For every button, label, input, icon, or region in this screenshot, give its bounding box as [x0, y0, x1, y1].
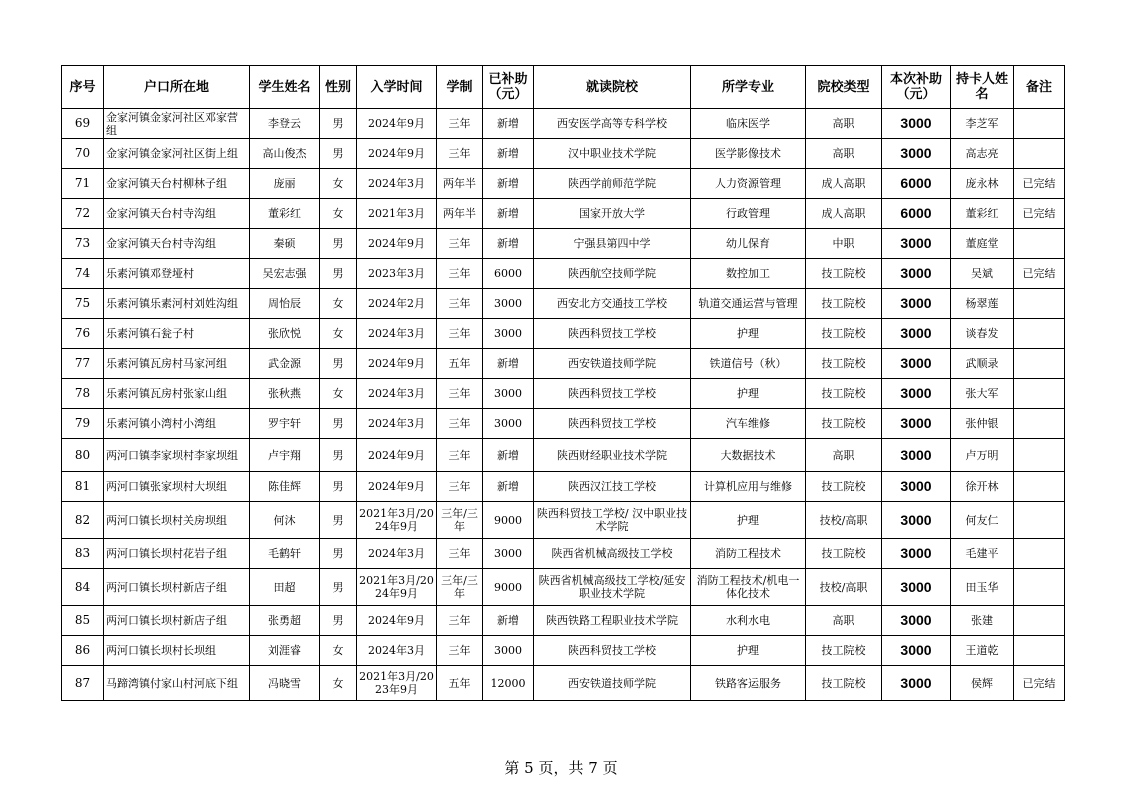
cell-major: 汽车维修 — [691, 409, 806, 439]
cell-major: 铁道信号（秋） — [691, 349, 806, 379]
cell-school-type: 技工院校 — [806, 472, 882, 502]
cell-student-name: 张秋燕 — [250, 379, 320, 409]
cell-student-name: 田超 — [250, 569, 320, 606]
cell-residence: 两河口镇李家坝村李家坝组 — [104, 439, 250, 472]
cell-cardholder: 卢万明 — [951, 439, 1014, 472]
cell-school: 陕西铁路工程职业技术学院 — [534, 606, 691, 636]
cell-major: 护理 — [691, 319, 806, 349]
cell-student-name: 李登云 — [250, 109, 320, 139]
cell-student-name: 张欣悦 — [250, 319, 320, 349]
cell-current-subsidy: 3000 — [882, 636, 951, 666]
cell-enroll-date: 2024年9月 — [357, 139, 437, 169]
cell-student-name: 吴宏志强 — [250, 259, 320, 289]
cell-school: 汉中职业技术学院 — [534, 139, 691, 169]
cell-gender: 女 — [320, 169, 357, 199]
cell-enroll-date: 2024年9月 — [357, 109, 437, 139]
cell-subsidized: 6000 — [483, 259, 534, 289]
cell-duration: 两年半 — [437, 199, 483, 229]
cell-index: 73 — [62, 229, 104, 259]
cell-index: 85 — [62, 606, 104, 636]
cell-index: 81 — [62, 472, 104, 502]
cell-school-type: 技校/高职 — [806, 502, 882, 539]
col-header-school: 就读院校 — [534, 66, 691, 109]
cell-enroll-date: 2024年9月 — [357, 439, 437, 472]
cell-school-type: 技工院校 — [806, 289, 882, 319]
cell-school-type: 技工院校 — [806, 539, 882, 569]
cell-gender: 男 — [320, 229, 357, 259]
cell-gender: 男 — [320, 539, 357, 569]
cell-cardholder: 杨翠莲 — [951, 289, 1014, 319]
cell-current-subsidy: 6000 — [882, 169, 951, 199]
cell-duration: 三年/三年 — [437, 569, 483, 606]
cell-index: 82 — [62, 502, 104, 539]
table-row — [62, 139, 1065, 169]
cell-school: 陕西学前师范学院 — [534, 169, 691, 199]
cell-duration: 三年 — [437, 229, 483, 259]
cell-student-name: 董彩红 — [250, 199, 320, 229]
cell-school: 西安铁道技师学院 — [534, 666, 691, 701]
cell-subsidized: 新增 — [483, 199, 534, 229]
cell-enroll-date: 2024年3月 — [357, 409, 437, 439]
table-row — [62, 229, 1065, 259]
header-row — [62, 66, 1065, 109]
cell-enroll-date: 2021年3月/2023年9月 — [357, 666, 437, 701]
table-row — [62, 666, 1065, 701]
cell-subsidized: 新增 — [483, 349, 534, 379]
cell-cardholder: 张大军 — [951, 379, 1014, 409]
cell-enroll-date: 2021年3月/2024年9月 — [357, 569, 437, 606]
cell-duration: 三年 — [437, 439, 483, 472]
cell-duration: 五年 — [437, 349, 483, 379]
cell-school-type: 技工院校 — [806, 636, 882, 666]
cell-current-subsidy: 3000 — [882, 472, 951, 502]
cell-student-name: 卢宇翔 — [250, 439, 320, 472]
cell-residence: 乐素河镇瓦房村马家河组 — [104, 349, 250, 379]
cell-gender: 男 — [320, 606, 357, 636]
cell-subsidized: 新增 — [483, 439, 534, 472]
cell-subsidized: 新增 — [483, 169, 534, 199]
cell-gender: 男 — [320, 109, 357, 139]
cell-index: 80 — [62, 439, 104, 472]
cell-major: 幼儿保育 — [691, 229, 806, 259]
cell-residence: 金家河镇天台村寺沟组 — [104, 229, 250, 259]
cell-school: 西安铁道技师学院 — [534, 349, 691, 379]
cell-school-type: 技工院校 — [806, 259, 882, 289]
cell-current-subsidy: 3000 — [882, 349, 951, 379]
cell-subsidized: 3000 — [483, 636, 534, 666]
cell-duration: 三年 — [437, 319, 483, 349]
cell-remarks — [1014, 539, 1065, 569]
cell-duration: 三年 — [437, 109, 483, 139]
cell-duration: 三年 — [437, 472, 483, 502]
cell-major: 临床医学 — [691, 109, 806, 139]
cell-residence: 两河口镇长坝村新店子组 — [104, 606, 250, 636]
col-header-current-subsidy: 本次补助 （元） — [882, 66, 951, 109]
cell-residence: 两河口镇长坝村花岩子组 — [104, 539, 250, 569]
cell-subsidized: 新增 — [483, 139, 534, 169]
cell-student-name: 武金源 — [250, 349, 320, 379]
table-row — [62, 606, 1065, 636]
col-header-subsidized: 已补助 （元） — [483, 66, 534, 109]
cell-school: 西安北方交通技工学校 — [534, 289, 691, 319]
cell-duration: 三年 — [437, 259, 483, 289]
cell-school: 陕西省机械高级技工学校 — [534, 539, 691, 569]
cell-student-name: 陈佳辉 — [250, 472, 320, 502]
cell-current-subsidy: 3000 — [882, 606, 951, 636]
cell-residence: 乐素河镇石瓮子村 — [104, 319, 250, 349]
cell-school: 陕西汉江技工学校 — [534, 472, 691, 502]
cell-index: 74 — [62, 259, 104, 289]
cell-enroll-date: 2024年3月 — [357, 636, 437, 666]
table-row — [62, 502, 1065, 539]
cell-major: 计算机应用与维修 — [691, 472, 806, 502]
cell-duration: 三年 — [437, 539, 483, 569]
cell-major: 护理 — [691, 636, 806, 666]
cell-duration: 两年半 — [437, 169, 483, 199]
cell-remarks — [1014, 109, 1065, 139]
cell-enroll-date: 2024年3月 — [357, 319, 437, 349]
cell-cardholder: 徐开林 — [951, 472, 1014, 502]
cell-remarks: 已完结 — [1014, 169, 1065, 199]
cell-school-type: 技工院校 — [806, 349, 882, 379]
cell-duration: 三年 — [437, 139, 483, 169]
cell-cardholder: 张仲银 — [951, 409, 1014, 439]
cell-student-name: 刘涯睿 — [250, 636, 320, 666]
cell-enroll-date: 2024年9月 — [357, 229, 437, 259]
cell-enroll-date: 2024年9月 — [357, 349, 437, 379]
cell-student-name: 周怡辰 — [250, 289, 320, 319]
cell-current-subsidy: 3000 — [882, 439, 951, 472]
cell-residence: 乐素河镇小湾村小湾组 — [104, 409, 250, 439]
cell-gender: 男 — [320, 349, 357, 379]
table-row — [62, 539, 1065, 569]
cell-current-subsidy: 3000 — [882, 139, 951, 169]
cell-cardholder: 武顺录 — [951, 349, 1014, 379]
cell-major: 铁路客运服务 — [691, 666, 806, 701]
cell-remarks — [1014, 409, 1065, 439]
cell-remarks — [1014, 139, 1065, 169]
cell-gender: 女 — [320, 319, 357, 349]
cell-cardholder: 高志亮 — [951, 139, 1014, 169]
cell-remarks — [1014, 319, 1065, 349]
cell-remarks — [1014, 349, 1065, 379]
cell-school: 陕西科贸技工学校 — [534, 409, 691, 439]
cell-index: 71 — [62, 169, 104, 199]
cell-enroll-date: 2021年3月/2024年9月 — [357, 502, 437, 539]
table-row — [62, 472, 1065, 502]
table-row — [62, 569, 1065, 606]
cell-school-type: 技校/高职 — [806, 569, 882, 606]
cell-enroll-date: 2024年3月 — [357, 539, 437, 569]
cell-student-name: 何沐 — [250, 502, 320, 539]
cell-remarks: 已完结 — [1014, 199, 1065, 229]
cell-student-name: 秦硕 — [250, 229, 320, 259]
cell-subsidized: 12000 — [483, 666, 534, 701]
cell-index: 84 — [62, 569, 104, 606]
cell-gender: 男 — [320, 502, 357, 539]
cell-residence: 乐素河镇瓦房村张家山组 — [104, 379, 250, 409]
cell-school: 陕西科贸技工学校/ 汉中职业技术学院 — [534, 502, 691, 539]
cell-school: 陕西省机械高级技工学校/延安职业技术学院 — [534, 569, 691, 606]
cell-student-name: 高山俊杰 — [250, 139, 320, 169]
cell-duration: 三年 — [437, 636, 483, 666]
table-row — [62, 409, 1065, 439]
cell-subsidized: 新增 — [483, 472, 534, 502]
cell-subsidized: 新增 — [483, 606, 534, 636]
cell-major: 护理 — [691, 502, 806, 539]
cell-current-subsidy: 3000 — [882, 319, 951, 349]
cell-subsidized: 3000 — [483, 289, 534, 319]
table-row — [62, 199, 1065, 229]
table-row — [62, 379, 1065, 409]
table-row — [62, 289, 1065, 319]
cell-gender: 女 — [320, 636, 357, 666]
cell-index: 72 — [62, 199, 104, 229]
cell-major: 人力资源管理 — [691, 169, 806, 199]
cell-current-subsidy: 3000 — [882, 539, 951, 569]
cell-current-subsidy: 3000 — [882, 409, 951, 439]
cell-gender: 女 — [320, 666, 357, 701]
cell-current-subsidy: 3000 — [882, 569, 951, 606]
cell-remarks — [1014, 439, 1065, 472]
cell-major: 消防工程技术/机电一体化技术 — [691, 569, 806, 606]
cell-subsidized: 新增 — [483, 109, 534, 139]
cell-school-type: 成人高职 — [806, 199, 882, 229]
cell-school-type: 中职 — [806, 229, 882, 259]
cell-cardholder: 董彩红 — [951, 199, 1014, 229]
cell-duration: 三年 — [437, 409, 483, 439]
table-row — [62, 349, 1065, 379]
cell-current-subsidy: 6000 — [882, 199, 951, 229]
cell-index: 76 — [62, 319, 104, 349]
cell-current-subsidy: 3000 — [882, 109, 951, 139]
cell-gender: 女 — [320, 289, 357, 319]
cell-gender: 女 — [320, 199, 357, 229]
cell-gender: 男 — [320, 439, 357, 472]
cell-cardholder: 何友仁 — [951, 502, 1014, 539]
col-header-enroll-date: 入学时间 — [357, 66, 437, 109]
cell-subsidized: 9000 — [483, 569, 534, 606]
cell-gender: 男 — [320, 139, 357, 169]
cell-major: 水利水电 — [691, 606, 806, 636]
cell-duration: 三年 — [437, 606, 483, 636]
cell-major: 行政管理 — [691, 199, 806, 229]
cell-cardholder: 李芝军 — [951, 109, 1014, 139]
cell-school: 陕西财经职业技术学院 — [534, 439, 691, 472]
cell-gender: 男 — [320, 409, 357, 439]
cell-school-type: 技工院校 — [806, 666, 882, 701]
cell-student-name: 毛鹤轩 — [250, 539, 320, 569]
cell-school: 西安医学高等专科学校 — [534, 109, 691, 139]
table-row — [62, 169, 1065, 199]
cell-duration: 三年/三年 — [437, 502, 483, 539]
cell-index: 77 — [62, 349, 104, 379]
cell-school: 国家开放大学 — [534, 199, 691, 229]
cell-cardholder: 张建 — [951, 606, 1014, 636]
cell-school-type: 技工院校 — [806, 409, 882, 439]
cell-student-name: 罗宇轩 — [250, 409, 320, 439]
cell-subsidized: 3000 — [483, 379, 534, 409]
cell-subsidized: 9000 — [483, 502, 534, 539]
cell-school-type: 技工院校 — [806, 379, 882, 409]
cell-enroll-date: 2024年3月 — [357, 379, 437, 409]
cell-remarks — [1014, 379, 1065, 409]
cell-cardholder: 董庭堂 — [951, 229, 1014, 259]
cell-duration: 三年 — [437, 289, 483, 319]
cell-enroll-date: 2024年9月 — [357, 606, 437, 636]
cell-index: 79 — [62, 409, 104, 439]
cell-subsidized: 3000 — [483, 539, 534, 569]
cell-school-type: 高职 — [806, 139, 882, 169]
cell-current-subsidy: 3000 — [882, 502, 951, 539]
cell-cardholder: 田玉华 — [951, 569, 1014, 606]
cell-remarks — [1014, 569, 1065, 606]
cell-major: 消防工程技术 — [691, 539, 806, 569]
cell-residence: 乐素河镇邓登垭村 — [104, 259, 250, 289]
cell-cardholder: 王道乾 — [951, 636, 1014, 666]
cell-remarks — [1014, 289, 1065, 319]
cell-gender: 男 — [320, 472, 357, 502]
cell-school: 陕西科贸技工学校 — [534, 379, 691, 409]
cell-enroll-date: 2021年3月 — [357, 199, 437, 229]
page-footer: 第 5 页，共 7 页 — [504, 759, 618, 777]
cell-index: 70 — [62, 139, 104, 169]
cell-current-subsidy: 3000 — [882, 379, 951, 409]
cell-cardholder: 庞永林 — [951, 169, 1014, 199]
col-header-gender: 性别 — [320, 66, 357, 109]
cell-gender: 男 — [320, 259, 357, 289]
table-row — [62, 636, 1065, 666]
cell-residence: 金家河镇金家河社区邓家营组 — [104, 109, 250, 139]
cell-school-type: 技工院校 — [806, 319, 882, 349]
cell-enroll-date: 2024年2月 — [357, 289, 437, 319]
cell-remarks: 已完结 — [1014, 666, 1065, 701]
col-header-cardholder: 持卡人姓 名 — [951, 66, 1014, 109]
cell-current-subsidy: 3000 — [882, 289, 951, 319]
cell-cardholder: 吴斌 — [951, 259, 1014, 289]
cell-index: 75 — [62, 289, 104, 319]
cell-remarks: 已完结 — [1014, 259, 1065, 289]
cell-index: 87 — [62, 666, 104, 701]
cell-subsidized: 3000 — [483, 319, 534, 349]
cell-residence: 金家河镇金家河社区街上组 — [104, 139, 250, 169]
cell-remarks — [1014, 606, 1065, 636]
cell-index: 78 — [62, 379, 104, 409]
cell-residence: 乐素河镇乐素河村刘姓沟组 — [104, 289, 250, 319]
cell-remarks — [1014, 636, 1065, 666]
cell-remarks — [1014, 502, 1065, 539]
table-row — [62, 259, 1065, 289]
cell-student-name: 张勇超 — [250, 606, 320, 636]
cell-school: 陕西航空技师学院 — [534, 259, 691, 289]
cell-current-subsidy: 3000 — [882, 229, 951, 259]
cell-school-type: 成人高职 — [806, 169, 882, 199]
cell-remarks — [1014, 472, 1065, 502]
cell-major: 护理 — [691, 379, 806, 409]
cell-duration: 三年 — [437, 379, 483, 409]
cell-school-type: 高职 — [806, 109, 882, 139]
col-header-residence: 户口所在地 — [104, 66, 250, 109]
cell-school: 陕西科贸技工学校 — [534, 319, 691, 349]
cell-current-subsidy: 3000 — [882, 259, 951, 289]
cell-cardholder: 侯辉 — [951, 666, 1014, 701]
cell-school-type: 高职 — [806, 439, 882, 472]
cell-school: 陕西科贸技工学校 — [534, 636, 691, 666]
cell-current-subsidy: 3000 — [882, 666, 951, 701]
col-header-major: 所学专业 — [691, 66, 806, 109]
cell-residence: 金家河镇天台村柳林子组 — [104, 169, 250, 199]
cell-residence: 两河口镇长坝村新店子组 — [104, 569, 250, 606]
col-header-duration: 学制 — [437, 66, 483, 109]
cell-cardholder: 谈春发 — [951, 319, 1014, 349]
col-header-school-type: 院校类型 — [806, 66, 882, 109]
cell-residence: 两河口镇长坝村关房坝组 — [104, 502, 250, 539]
student-subsidy-table — [61, 65, 1065, 701]
cell-residence: 金家河镇天台村寺沟组 — [104, 199, 250, 229]
col-header-student-name: 学生姓名 — [250, 66, 320, 109]
cell-major: 医学影像技术 — [691, 139, 806, 169]
cell-gender: 女 — [320, 379, 357, 409]
table-row — [62, 319, 1065, 349]
cell-enroll-date: 2024年9月 — [357, 472, 437, 502]
cell-student-name: 冯晓雪 — [250, 666, 320, 701]
cell-duration: 五年 — [437, 666, 483, 701]
cell-enroll-date: 2024年3月 — [357, 169, 437, 199]
cell-school: 宁强县第四中学 — [534, 229, 691, 259]
cell-major: 轨道交通运营与管理 — [691, 289, 806, 319]
table-body — [62, 109, 1065, 701]
col-header-remarks: 备注 — [1014, 66, 1065, 109]
table-row — [62, 439, 1065, 472]
cell-residence: 两河口镇张家坝村大坝组 — [104, 472, 250, 502]
cell-residence: 两河口镇长坝村长坝组 — [104, 636, 250, 666]
cell-student-name: 庞丽 — [250, 169, 320, 199]
cell-index: 83 — [62, 539, 104, 569]
cell-major: 大数据技术 — [691, 439, 806, 472]
cell-major: 数控加工 — [691, 259, 806, 289]
cell-index: 86 — [62, 636, 104, 666]
table-row — [62, 109, 1065, 139]
cell-enroll-date: 2023年3月 — [357, 259, 437, 289]
cell-residence: 马蹄湾镇付家山村河底下组 — [104, 666, 250, 701]
cell-remarks — [1014, 229, 1065, 259]
cell-gender: 男 — [320, 569, 357, 606]
cell-cardholder: 毛建平 — [951, 539, 1014, 569]
cell-subsidized: 新增 — [483, 229, 534, 259]
cell-subsidized: 3000 — [483, 409, 534, 439]
col-header-index: 序号 — [62, 66, 104, 109]
cell-school-type: 高职 — [806, 606, 882, 636]
cell-index: 69 — [62, 109, 104, 139]
